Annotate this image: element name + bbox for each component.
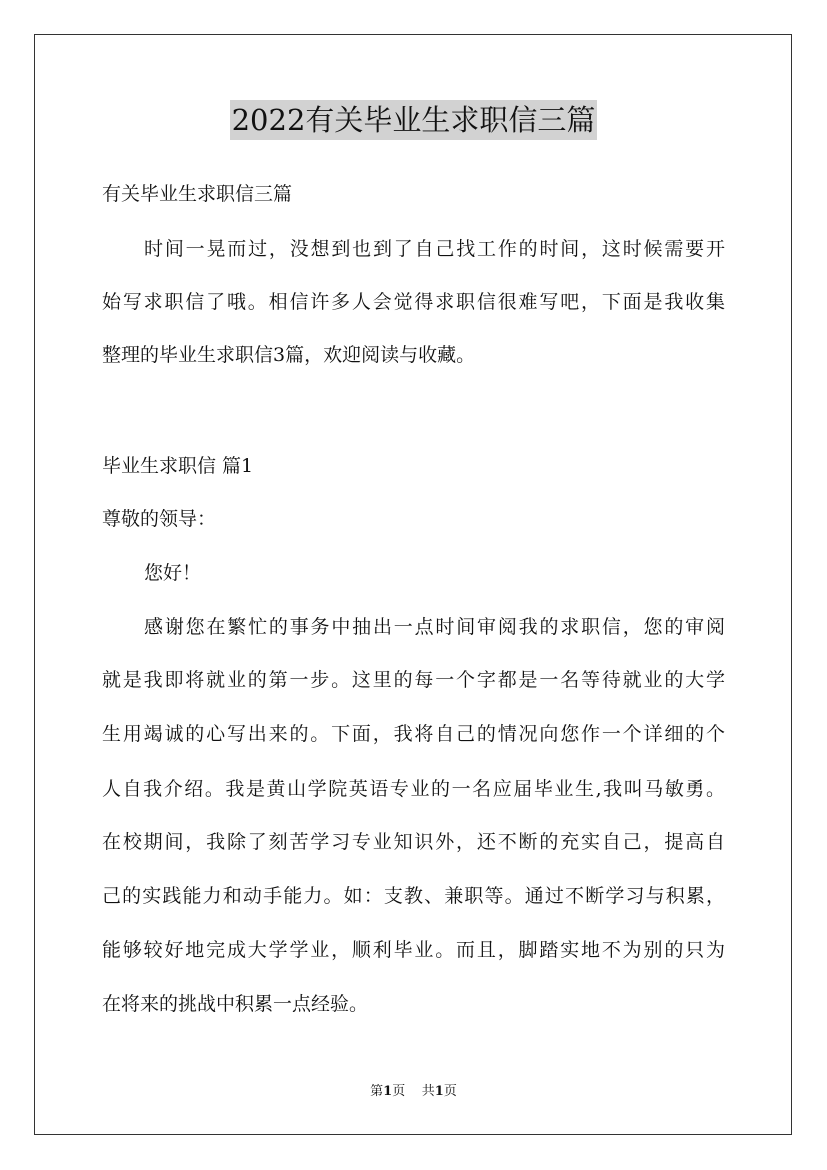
body-line-2: 就是我即将就业的第一步。这里的每一个字都是一名等待就业的大学	[102, 669, 725, 691]
document-subtitle: 有关毕业生求职信三篇	[102, 183, 293, 205]
page-footer	[0, 1083, 827, 1101]
intro-line-2: 始写求职信了哦。相信许多人会觉得求职信很难写吧，下面是我收集	[102, 291, 725, 313]
section-heading: 毕业生求职信 篇1	[102, 455, 254, 477]
body-line-8: 在将来的挑战中积累一点经验。	[102, 993, 369, 1015]
greeting: 您好！	[144, 562, 202, 584]
page-prefix: 第	[370, 1084, 384, 1099]
page-current: 1	[383, 1084, 393, 1099]
salutation: 尊敬的领导：	[102, 508, 217, 530]
page-total	[422, 1084, 457, 1099]
body-line-7: 能够较好地完成大学学业，顺利毕业。而且，脚踏实地不为别的只为	[102, 939, 725, 961]
body-line-5: 在校期间，我除了刻苦学习专业知识外，还不断的充实自己，提高自	[102, 831, 725, 853]
page-number	[370, 1084, 405, 1099]
total-prefix: 共	[421, 1084, 435, 1099]
document-title: 2022有关毕业生求职信三篇	[230, 100, 598, 140]
title-container	[0, 100, 827, 140]
body-line-4: 人自我介绍。我是黄山学院英语专业的一名应届毕业生,我叫马敏勇。	[102, 778, 725, 800]
body-line-1: 感谢您在繁忙的事务中抽出一点时间审阅我的求职信，您的审阅	[144, 616, 725, 638]
total-count: 1	[434, 1084, 444, 1099]
total-suffix: 页	[443, 1084, 457, 1099]
page-suffix: 页	[392, 1084, 406, 1099]
intro-line-1: 时间一晃而过，没想到也到了自己找工作的时间，这时候需要开	[144, 238, 725, 260]
body-line-3: 生用竭诚的心写出来的。下面，我将自己的情况向您作一个详细的个	[102, 723, 725, 745]
intro-line-3: 整理的毕业生求职信3篇，欢迎阅读与收藏。	[102, 344, 476, 366]
body-line-6: 己的实践能力和动手能力。如：支教、兼职等。通过不断学习与积累，	[102, 885, 725, 907]
